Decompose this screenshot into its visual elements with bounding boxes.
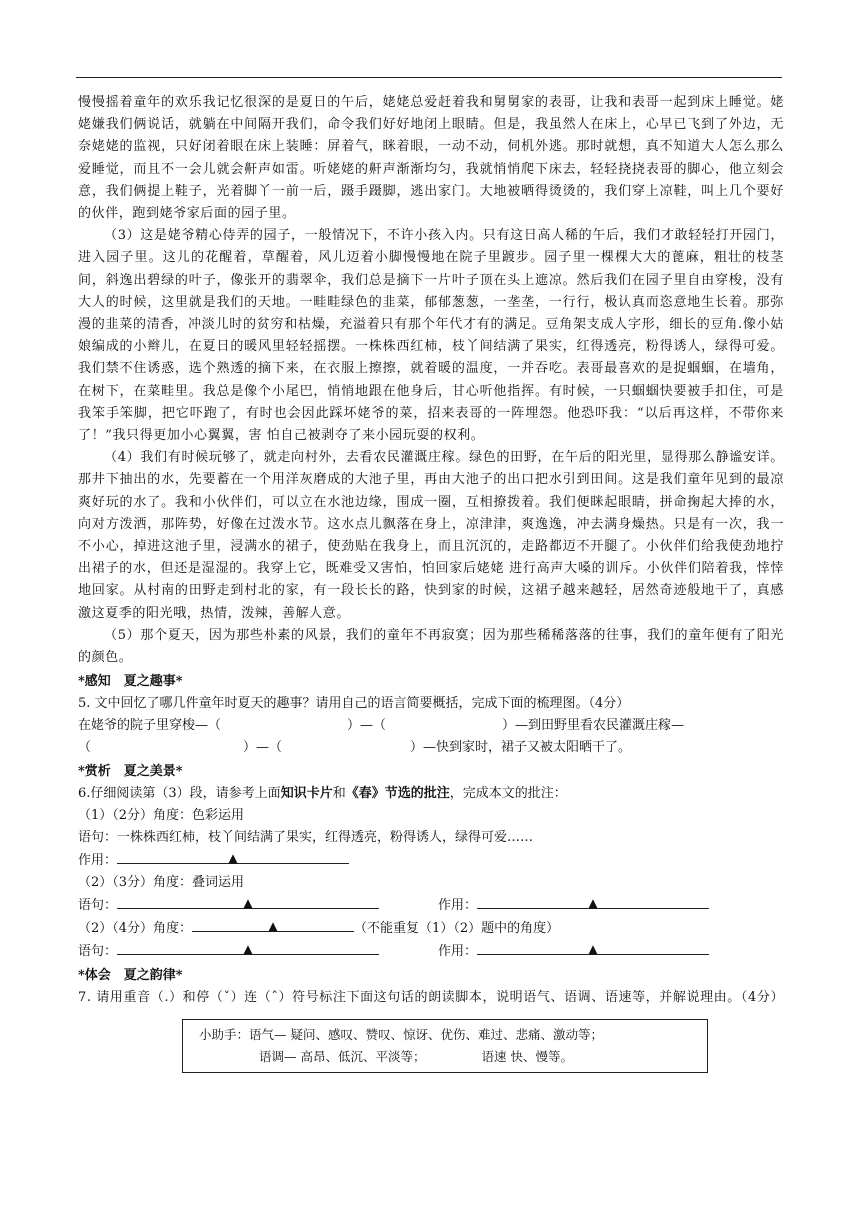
q6-item-3-effect [438,940,709,963]
q6-prompt-bold: 《春》节选的批注 [345,786,450,802]
section-heading-2: *赏析 夏之美景* [78,764,183,780]
paragraph-5: （5）那个夏天，因为那些朴素的风景，我们的童年不再寂寞；因为那些稀稀落落的往事，我们的童年便有了阳光的颜色。 [78,627,784,666]
section-heading-3: *体会 夏之韵律* [78,968,183,984]
question-5-line-2 [78,737,784,759]
document-body [78,92,784,1073]
q6-item-2-heading: （2）（3分）角度：叠词运用 [78,875,245,891]
question-5-prompt: 5. 文中回忆了哪几件童年时夏天的趣事？请用自己的语言简要概括，完成下面的梳理图。（4分） [78,696,630,712]
q6-item-3-sentence [78,940,438,963]
q5-text: 在姥爷的院子里穿梭—（ [78,718,222,734]
q6-prompt-text: 和 [332,786,346,802]
question-7-prompt: 7. 请用重音（.）和停（ˇ）连（ˆ）符号标注下面这句话的朗读脚本，说明语气、语调、语速等，并解说理由。（4分） [78,990,785,1006]
triangle-marker: ▲ [588,942,598,957]
q6-angle-blank-3[interactable] [192,917,354,932]
sentence-label: 语句： [78,898,118,914]
q6-item-3-note: （不能重复（1）（2）题中的角度） [354,921,560,937]
q6-prompt-text: ，完成本文的批注： [449,786,567,802]
header-rule [76,77,782,78]
q5-text: ）—快到家时，裙子又被太阳晒干了。 [410,740,632,756]
q5-text: ）—到田野里看农民灌溉庄稼— [502,718,685,734]
paragraph-4: （4）我们有时候玩够了，就走向村外，去看农民灌溉庄稼。绿色的田野，在午后的阳光里，显得那么静谧安详。那井下抽出的水，先要蓄在一个用洋灰磨成的大池子里，再由大池子的出口把水引到田间。这是我们童年见到的最凉爽好玩的水了。我和小伙伴们，可以立在水池边缘，围成一圈，互相撩拨着。我们便眯起眼睛，拼命掬起大捧的水，向对方泼洒，那阵势，好像在过泼水节。这水点儿飘落在身上，凉津津，爽逸逸，冲去满身燥热。只是有一次，我一不小心，掉进这池子里，浸满水的裙子，使劲贴在我身上，而且沉沉的，走路都迈不开腿了。小伙伴们给我使劲地拧出裙子的水，但还是湿湿的。我穿上它，既难受又害怕，怕回家后姥姥 进行高声大嗓的训斥。小伙伴们陪着我，悻悻地回家。从村南的田野走到村北的家，有一段长长的路，快到家的时候，这裙子越来越轻，居然奇迹般地干了，真感激这夏季的阳光哦，热情，泼辣，善解人意。 [78,450,784,621]
helper-line-2 [199,1046,697,1068]
triangle-marker: ▲ [243,896,253,911]
helper-box [182,1019,708,1073]
helper-line-1: 小助手：语气— 疑问、感叹、赞叹、惊讶、优伤、难过、悲痛、激动等； [199,1027,603,1043]
q6-item-1-heading: （1）（2分）角度：色彩运用 [78,808,245,824]
triangle-marker: ▲ [588,896,598,911]
q5-text: ）—（ [347,718,387,734]
q6-prompt-bold: 知识卡片 [280,786,333,802]
q6-prompt-text: 6.仔细阅读第（3）段，请参考上面 [78,786,281,802]
q6-sentence-blank-3[interactable] [117,940,379,955]
sentence-label: 语句： [78,944,118,960]
effect-label: 作用： [438,944,478,960]
q6-effect-blank-2[interactable] [477,894,709,909]
q6-item-3-row [78,940,784,963]
q6-item-2-sentence [78,894,438,917]
q6-item-3-label: （2）（4分）角度： [78,921,193,937]
triangle-marker: ▲ [268,919,278,934]
effect-label: 作用： [438,898,478,914]
q5-text: （ [78,740,92,756]
q6-effect-blank-3[interactable] [477,940,709,955]
helper-speed: 语速 快、慢等。 [481,1049,573,1065]
q6-item-3-heading [78,917,784,940]
q6-item-1-sentence: 语句：一株株西红柿，枝丫间结满了果实，红得透亮，粉得诱人，绿得可爱…… [78,830,534,846]
q6-item-2-effect [438,894,709,917]
q6-sentence-blank-2[interactable] [117,894,379,909]
effect-label: 作用： [78,853,118,869]
question-6-prompt [78,783,784,805]
q6-effect-blank-1[interactable] [117,849,349,864]
q5-text: ）—（ [243,740,283,756]
paragraph-2-continued: 慢慢摇着童年的欢乐我记忆很深的是夏日的午后，姥姥总爱赶着我和舅舅家的表哥，让我和表哥一起到床上睡觉。姥姥嫌我们俩说话，就躺在中间隔开我们，命令我们好好地闭上眼睛。但是，我虽然人在床上，心早已飞到了外边，无奈姥姥的监视，只好闭着眼在床上装睡：屏着气，眯着眼，一动不动，伺机外逃。那时就想，真不知道大人怎么那么爱睡觉，而且不一会儿就会鼾声如雷。听姥姥的鼾声渐渐均匀，我就悄悄爬下床去，轻轻挠挠表哥的脚心，他立刻会意，我们俩提上鞋子，光着脚丫一前一后，蹑手蹑脚，逃出家门。大地被晒得烫烫的，我们穿上凉鞋，叫上几个要好的伙伴，跑到姥爷家后面的园子里。 [78,95,784,222]
question-5-line-1 [78,715,784,737]
paragraph-3: （3）这是姥爷精心侍弄的园子，一般情况下，不许小孩入内。只有这日高人稀的午后，我们才敢轻轻打开园门，进入园子里。这儿的花醒着，草醒着，风儿迈着小脚慢慢地在院子里踱步。园子里一棵棵大大的蓖麻，粗壮的枝茎间，斜逸出碧绿的叶子，像张开的翡翠伞，我们总是摘下一片叶子顶在头上遮凉。然后我们在园子里自由穿梭，没有大人的时候，这里就是我们的天地。一畦畦绿色的韭菜，郁郁葱葱，一垄垄，一行行，极认真而恣意地生长着。那弥漫的韭菜的清香，冲淡儿时的贫穷和枯燥，充溢着只有那个年代才有的满足。豆角架支成人字形，细长的豆角.像小姑娘编成的小辫儿，在夏日的暖风里轻轻摇摆。一株株西红柿，枝丫间结满了果实，红得透亮，粉得诱人，绿得可爱。我们禁不住诱惑，选个熟透的摘下来，在衣服上擦擦，就着暖的温度，一并吞吃。表哥最喜欢的是捉蝈蝈，在墙角，在树下，在菜畦里。我总是像个小尾巴，悄悄地跟在他身后，甘心听他指挥。有时候，一只蝈蝈快要被手扣住，可是我笨手笨脚，把它吓跑了，有时也会因此踩坏姥爷的菜，招来表哥的一阵埋怨。他恐吓我：“以后再这样，不带你来了！”我只得更加小心翼翼，害 怕自己被剥夺了来小园玩耍的权利。 [78,228,784,444]
triangle-marker: ▲ [243,942,253,957]
q6-item-2-row [78,894,784,917]
section-heading-1: *感知 夏之趣事* [78,674,183,690]
helper-intonation: 语调— 高昂、低沉、平淡等； [259,1049,426,1065]
triangle-marker: ▲ [228,851,238,866]
q6-item-1-effect-row [78,849,784,872]
